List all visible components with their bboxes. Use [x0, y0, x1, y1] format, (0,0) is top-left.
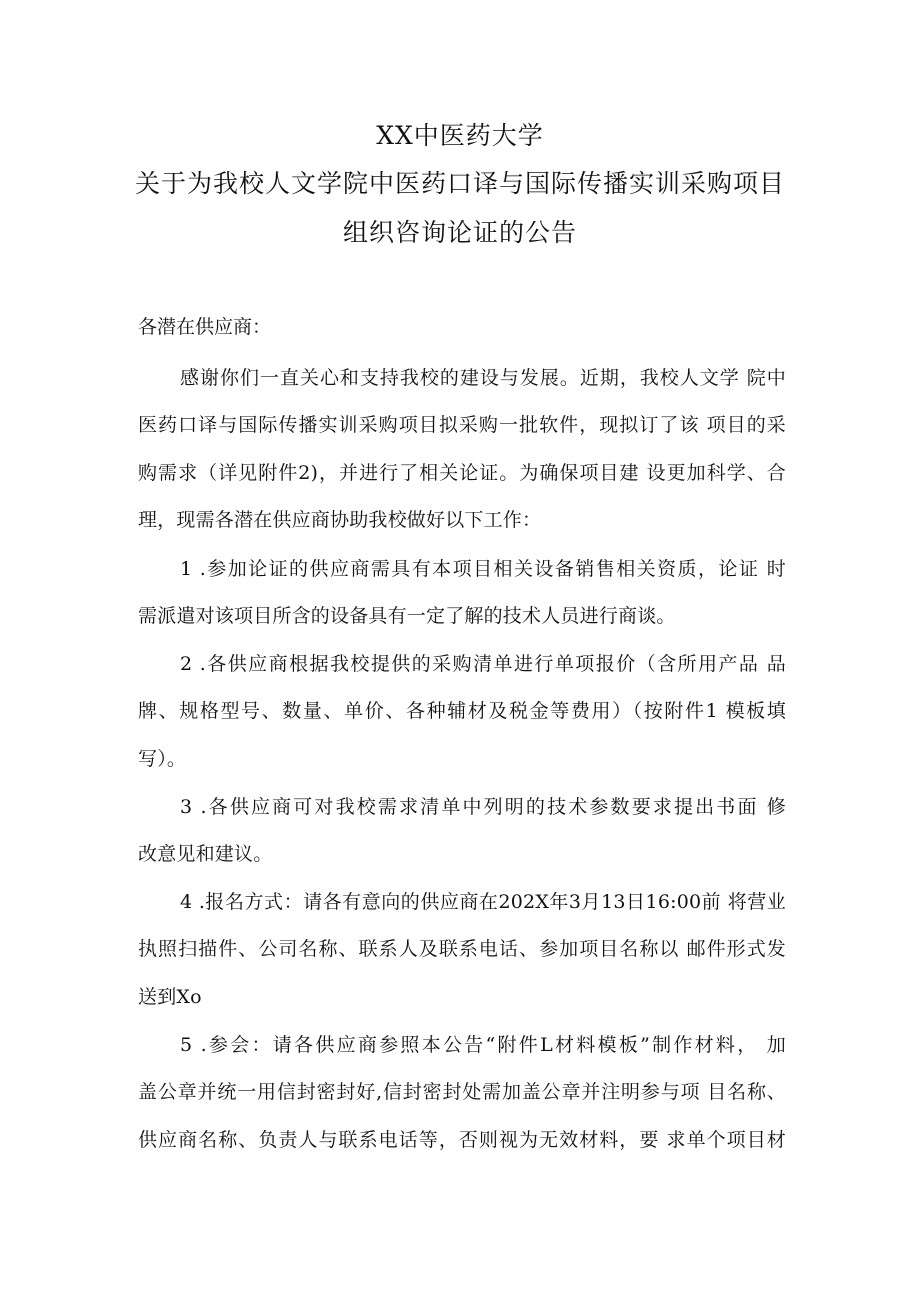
paragraph-line: 理，现需各潜在供应商协助我校做好以下工作： — [138, 509, 542, 532]
paragraph-line: 执照扫描件、公司名称、联系人及联系电话、参加项目名称以 邮件形式发 — [138, 938, 786, 961]
paragraph-line: 4 .报名方式：请各有意向的供应商在202X年3月13日16:00前 将营业 — [180, 891, 786, 913]
paragraph-line: 牌、规格型号、数量、单价、各种辅材及税金等费用）（按附件1 模板填 — [138, 700, 786, 723]
paragraph-line: 1 .参加论证的供应商需具有本项目相关设备销售相关资质，论证 时 — [180, 558, 786, 580]
paragraph-line: 需派遣对该项目所含的设备具有一定了解的技术人员进行商谈。 — [138, 605, 676, 628]
paragraph-item-2 — [138, 641, 786, 783]
title-line-subject: 关于为我校人文学院中医药口译与国际传播实训采购项目 — [134, 169, 785, 198]
title-line-announcement: 组织咨询论证的公告 — [342, 218, 577, 247]
paragraph-line: 写）。 — [138, 747, 187, 770]
paragraph-line: 盖公章并统一用信封密封好,信封密封处需加盖公章并注明参与项 目名称、 — [138, 1081, 786, 1104]
paragraph-line: 购需求（详见附件2)，并进行了相关论证。为确保项目建 设更加科学、合 — [138, 461, 786, 484]
paragraph-item-5 — [138, 1022, 786, 1164]
paragraph-item-4 — [138, 879, 786, 1021]
salutation: 各潜在供应商： — [138, 316, 272, 338]
paragraph-line: 医药口译与国际传播实训采购项目拟采购一批软件，现拟订了该 项目的采 — [138, 414, 786, 437]
paragraph-line: 供应商名称、负责人与联系电话等，否则视为无效材料，要 求单个项目材 — [138, 1128, 786, 1151]
paragraph-line: 感谢你们一直关心和支持我校的建设与发展。近期，我校人文学 院中 — [180, 367, 786, 389]
paragraph-intro — [138, 355, 786, 545]
paragraph-item-3 — [138, 784, 786, 879]
paragraph-line: 改意见和建议。 — [138, 843, 273, 866]
paragraph-line: 5 .参会：请各供应商参照本公告“附件L材料模板”制作材料， 加 — [180, 1034, 786, 1056]
paragraph-line: 3 .各供应商可对我校需求清单中列明的技术参数要求提出书面 修 — [180, 796, 786, 818]
paragraph-line: 2 .各供应商根据我校提供的采购清单进行单项报价（含所用产品 品 — [180, 653, 786, 675]
title-line-university: XX中医药大学 — [376, 121, 544, 150]
paragraph-line: 送到Xo — [138, 985, 202, 1008]
paragraph-item-1 — [138, 546, 786, 641]
